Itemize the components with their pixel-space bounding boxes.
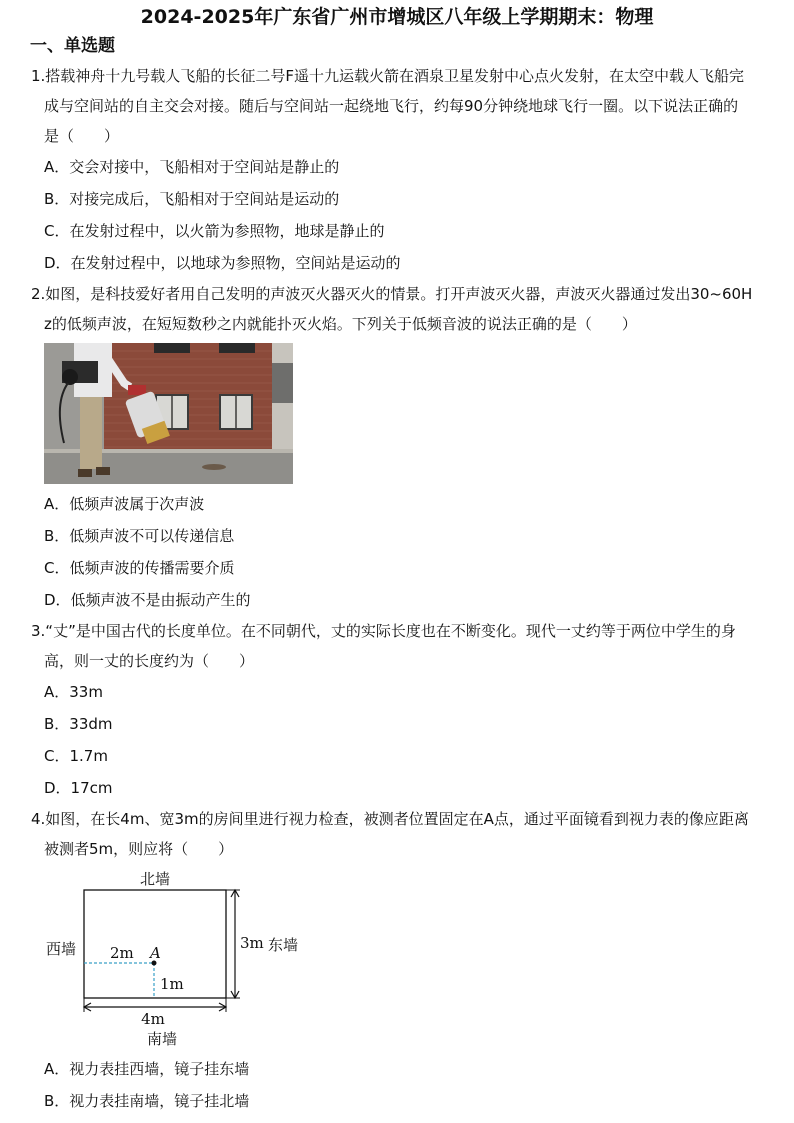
south-wall-label: 南墙 <box>146 1030 178 1048</box>
dist-south-label: 1m <box>160 975 184 993</box>
room-diagram <box>40 866 310 1052</box>
q2-line-1: 2.如图，是科技爱好者用自己发明的声波灭火器灭火的情景。打开声波灭火器，声波灭火器通过发出30~60H <box>31 285 753 303</box>
dist-west-label: 2m <box>110 944 134 962</box>
q3-line-2: 高，则一丈的长度约为（ ） <box>44 652 255 670</box>
q1-line-3: 是（ ） <box>44 127 120 145</box>
q3-option-a: A．33m <box>44 683 103 701</box>
east-wall-label: 东墙 <box>268 936 299 954</box>
q1-line-1: 1.搭载神舟十九号载人飞船的长征二号F遥十九运载火箭在酒泉卫星发射中心点火发射，在太空中载人飞船完 <box>31 67 744 85</box>
height-label: 3m <box>240 934 264 952</box>
photo-illustration <box>44 343 293 484</box>
q2-option-d: D．低频声波不是由振动产生的 <box>44 591 251 609</box>
q4-option-a: A．视力表挂西墙，镜子挂东墙 <box>44 1060 250 1078</box>
point-a-label: A <box>150 944 161 962</box>
q3-line-1: 3.“丈”是中国古代的长度单位。在不同朝代，丈的实际长度也在不断变化。现代一丈约等于两位中学生的身 <box>31 622 736 640</box>
q2-option-c: C．低频声波的传播需要介质 <box>44 559 235 577</box>
q2-option-a: A．低频声波属于次声波 <box>44 495 205 513</box>
q4-line-1: 4.如图，在长4m、宽3m的房间里进行视力检查，被测者位置固定在A点，通过平面镜看到视力表的像应距离 <box>31 810 749 828</box>
q4-option-b: B．视力表挂南墙，镜子挂北墙 <box>44 1092 250 1110</box>
q4-line-2: 被测者5m，则应将（ ） <box>44 840 234 858</box>
q1-option-b: B．对接完成后，飞船相对于空间站是运动的 <box>44 190 340 208</box>
q2-option-b: B．低频声波不可以传递信息 <box>44 527 235 545</box>
q3-option-c: C．1.7m <box>44 747 108 765</box>
q3-option-d: D．17cm <box>44 779 113 797</box>
page-title: 2024-2025年广东省广州市增城区八年级上学期期末：物理 <box>140 6 654 28</box>
north-wall-label: 北墙 <box>139 870 171 888</box>
q1-option-c: C．在发射过程中，以火箭为参照物，地球是静止的 <box>44 222 385 240</box>
width-label: 4m <box>141 1010 165 1028</box>
q1-option-a: A．交会对接中，飞船相对于空间站是静止的 <box>44 158 340 176</box>
q1-option-d: D．在发射过程中，以地球为参照物，空间站是运动的 <box>44 254 401 272</box>
west-wall-label: 西墙 <box>46 940 77 958</box>
section-heading: 一、单选题 <box>30 36 115 56</box>
q1-line-2: 成与空间站的自主交会对接。随后与空间站一起绕地飞行，约每90分钟绕地球飞行一圈。以下说法正确的 <box>44 97 739 115</box>
q2-line-2: z的低频声波，在短短数秒之内就能扑灭火焰。下列关于低频音波的说法正确的是（ ） <box>44 315 637 333</box>
q3-option-b: B．33dm <box>44 715 113 733</box>
sound-wave-extinguisher-photo <box>44 343 293 484</box>
